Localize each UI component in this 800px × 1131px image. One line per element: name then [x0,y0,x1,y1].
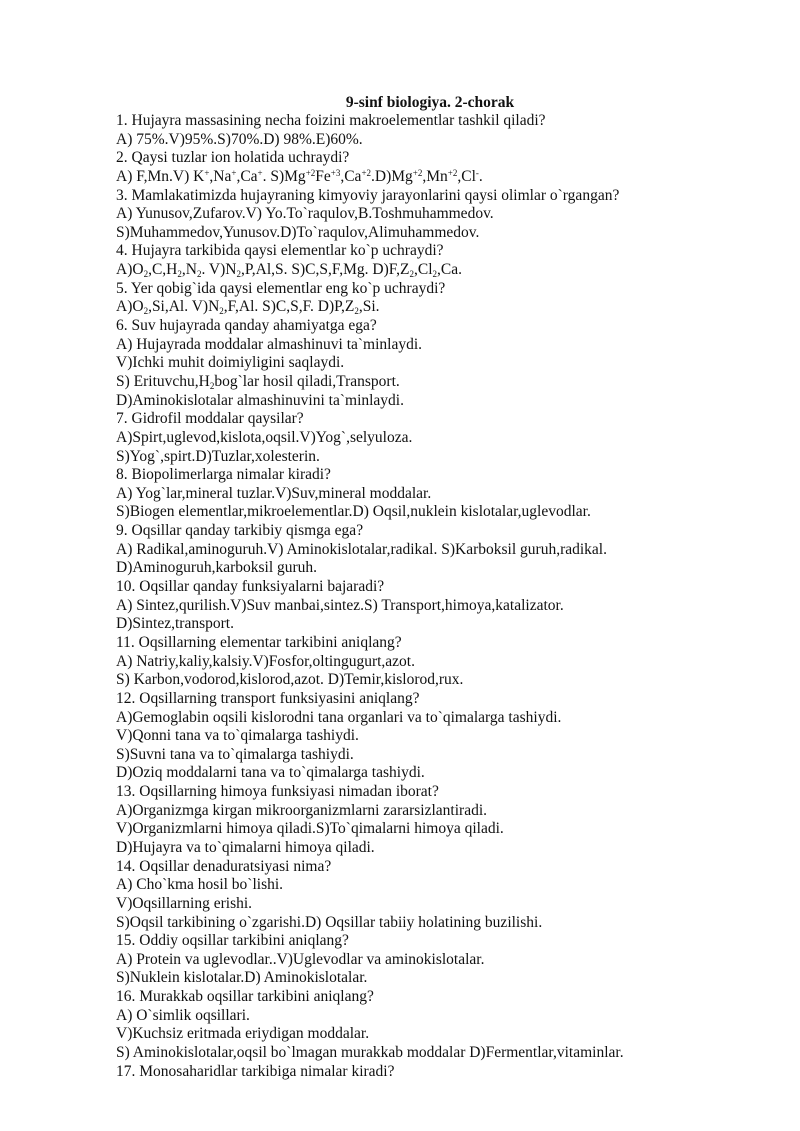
answer-line: S) $Erituvchu,H_2bog`lar$ hosil qiladi,Transport. [116,372,400,391]
answer-line: $A)O_2,C,H_2,N_2$. $V)N_2,P,Al,S$. S)C,S,F,Mg. $D)F,Z_2,Cl_2,Ca$. [116,261,462,280]
question-line: 10. Oqsillar qanday funksiyalarni bajaradi? [116,578,385,596]
question-line: 4. Hujayra tarkibida qaysi elementlar ko`p uchraydi? [116,242,444,260]
answer-line: A) Cho`kma hosil bo`lishi. [116,876,284,894]
question-line: 15. Oddiy oqsillar tarkibini aniqlang? [116,932,349,950]
answer-line: S)Biogen elementlar,mikroelementlar.D) Oqsil,nuklein kislotalar,uglevodlar. [116,503,591,521]
question-line: 16. Murakkab oqsillar tarkibini aniqlang? [116,988,374,1006]
answer-line: V)Oqsillarning erishi. [116,894,253,912]
answer-line: V)Organizmlarni himoya qiladi.S)To`qimalarni himoya qiladi. [116,820,504,838]
question-line: 17. Monosaharidlar tarkibiga nimalar kiradi? [116,1062,395,1080]
answer-line: A) 75%.V)95%.S)70%.D) 98%.E)60%. [116,130,363,148]
answer-line: S)Nuklein kislotalar.D) Aminokislotalar. [116,969,368,987]
question-line: 7. Gidrofil moddalar qaysilar? [116,410,304,428]
answer-line: $A)O_2,Si,Al$. $V)N_2,F,Al$. S)C,S,F. $D)P,Z_2,Si$. [116,298,380,317]
question-line: 8. Biopolimerlarga nimalar kiradi? [116,466,331,484]
question-line: 14. Oqsillar denaduratsiyasi nima? [116,857,332,875]
answer-line: S)Oqsil tarkibining o`zgarishi.D) Oqsillar tabiiy holatining buzilishi. [116,913,543,931]
answer-line: D)Oziq moddalarni tana va to`qimalarga tashiydi. [116,764,425,782]
question-list [116,112,786,1081]
answer-line: A) Yunusov,Zufarov.V) Yo.To`raqulov,B.Toshmuhammedov. [116,205,494,223]
answer-line: D)Aminoguruh,karboksil guruh. [116,559,318,577]
question-line: 13. Oqsillarning himoya funksiyasi nimadan iborat? [116,783,439,801]
document-title: 9-sinf biologiya. 2-chorak [345,94,515,111]
answer-line: S) Karbon,vodorod,kislorod,azot. D)Temir,kislorod,rux. [116,671,464,689]
question-line: 9. Oqsillar qanday tarkibiy qismga ega? [116,522,364,540]
answer-line: A) O`simlik oqsillari. [116,1006,250,1024]
question-line: 12. Oqsillarning transport funksiyasini aniqlang? [116,689,420,707]
answer-line: D)Sintez,transport. [116,615,234,633]
answer-line: D)Hujayra va to`qimalarni himoya qiladi. [116,838,375,856]
answer-line: S)Yog`,spirt.D)Tuzlar,xolesterin. [116,447,320,465]
answer-line: A)Spirt,uglevod,kislota,oqsil.V)Yog`,selyuloza. [116,428,413,446]
answer-line: S)Suvni tana va to`qimalarga tashiydi. [116,745,354,763]
answer-line: V)Ichki muhit doimiyligini saqlaydi. [116,354,345,372]
answer-line: A) Hujayrada moddalar almashinuvi ta`minlaydi. [116,335,423,353]
answer-line: A) Natriy,kaliy,kalsiy.V)Fosfor,oltingugurt,azot. [116,652,415,670]
question-line: 11. Oqsillarning elementar tarkibini aniqlang? [116,633,402,651]
answer-line: A) Sintez,qurilish.V)Suv manbai,sintez.S) Transport,himoya,katalizator. [116,596,564,614]
answer-line: S)Muhammedov,Yunusov.D)To`raqulov,Alimuhammedov. [116,223,480,241]
answer-line: A) Radikal,aminoguruh.V) Aminokislotalar,radikal. S)Karboksil guruh,radikal. [116,540,607,558]
answer-line: V)Kuchsiz eritmada eriydigan moddalar. [116,1025,370,1043]
question-line: 5. Yer qobig`ida qaysi elementlar eng ko`p uchraydi? [116,279,446,297]
answer-line: V)Qonni tana va to`qimalarga tashiydi. [116,727,359,745]
answer-line: A) Protein va uglevodlar..V)Uglevodlar va aminokislotalar. [116,950,485,968]
question-line: 6. Suv hujayrada qanday ahamiyatga ega? [116,317,377,335]
question-line: 2. Qaysi tuzlar ion holatida uchraydi? [116,149,350,167]
question-line: 1. Hujayra massasining necha foizini makroelementlar tashkil qiladi? [116,112,546,129]
answer-line: A) F,Mn.V) K+,Na+,Ca+. $S)Mg^{+2}Fe^{+3},Ca^{+2}.D)Mg^{+2},Mn^{+2},Cl^-$. [116,167,483,185]
question-line: 3. Mamlakatimizda hujayraning kimyoviy jarayonlarini qaysi olimlar o`rgangan? [116,186,620,204]
answer-line: A)Organizmga kirgan mikroorganizmlarni zararsizlantiradi. [116,801,488,819]
answer-line: A) Yog`lar,mineral tuzlar.V)Suv,mineral moddalar. [116,484,432,502]
answer-line: A)Gemoglabin oqsili kislorodni tana organlari va to`qimalarga tashiydi. [116,708,562,726]
answer-line: D)Aminokislotalar almashinuvini ta`minlaydi. [116,391,404,409]
answer-line: S) Aminokislotalar,oqsil bo`lmagan murakkab moddalar D)Fermentlar,vitaminlar. [116,1044,624,1062]
